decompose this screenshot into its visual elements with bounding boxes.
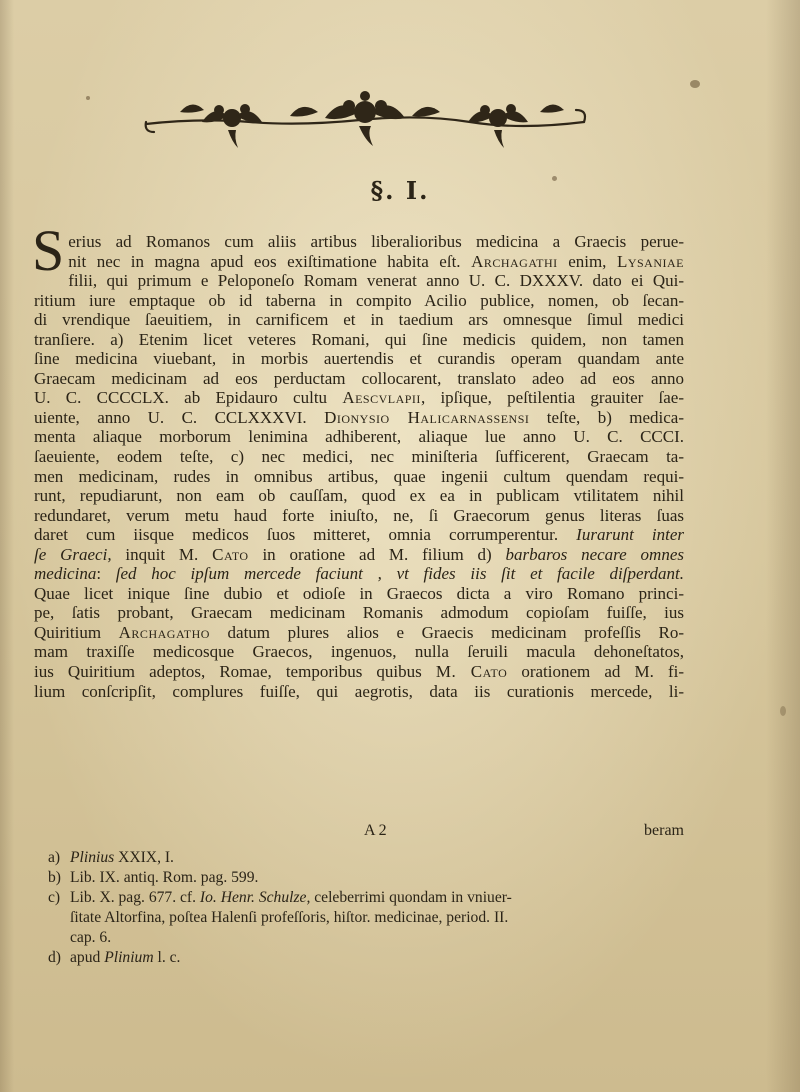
text-line-segment: menta aliaque morborum lenimina adhiberent, aliaque lue anno U. C. CCCI. [34,427,684,447]
text-line [34,642,684,662]
text-line-segment: uiente, anno U. C. CCLXXXVI. [34,407,325,427]
text-line-segment: daret cum iisque medicos ſuos mitteret, omnia corrumperentur. [34,525,577,545]
footnote-marker: a) [48,849,61,866]
footnote-segment: l. c. [153,949,181,966]
text-line-segment: Archagatho [118,622,210,642]
footnote-segment: Plinium [104,949,154,966]
text-line-segment: in oratione ad M. filium d) [248,544,506,564]
text-line-segment: U. C. CCCCLX. ab Epidauro cultu [34,388,343,408]
footnote-segment: ſitate Altorfina, poſtea Halenſi profeſſoris, hiſtor. medicinae, period. II. [70,909,509,926]
text-line [34,369,684,389]
text-line [34,623,684,643]
footnote-segment: Lib. IX. antiq. Rom. pag. 599. [70,869,259,886]
footnote-marker: b) [48,869,61,886]
text-line-segment: ius Quiritium adeptos, Romae, temporibus quibus [34,662,436,682]
catchword: beram [644,822,684,839]
text-line [34,603,684,623]
footnote-marker: c) [48,889,61,906]
text-line [34,310,684,330]
footnote [48,888,688,908]
text-line-segment: Dionysio Halicarnassensi [324,407,530,427]
text-line-segment: Graecam medicinam ad eos perductam collocarent, translato adeo ad eos anno [34,368,684,388]
text-line [34,388,684,408]
text-line-segment: barbaros necare omnes [505,544,684,564]
footnotes [48,848,688,968]
text-line [34,232,684,252]
text-line-segment: Aescvlapii [342,388,421,408]
text-line [34,682,684,702]
footnote [48,928,688,948]
footnote-segment: Io. Henr. Schulze, [199,889,311,906]
text-line-segment: Lysaniae [616,251,684,271]
text-line-segment: inquit M. [111,544,213,564]
text-line [34,506,684,526]
text-line-segment: Archagathi [471,251,558,271]
text-line-segment: enim, [557,251,617,271]
section-heading: §. I. [370,176,430,205]
text-line-segment: lium conſcripſit, complures fuiſſe, qui aegrotis, data iis curationis mercede, li- [34,681,684,701]
text-line-segment: erius ad Romanos cum aliis artibus liberalioribus medicina a Graecis perue- [68,232,684,251]
text-line-segment: ſaeuiente, eodem teſte, c) nec medici, nec miniſteria ſufficerent, Graecam ta- [34,447,684,467]
footnote [48,908,688,928]
text-line-segment: tranſiere. a) Etenim licet veteres Romani, qui ſine medicis quidem, non tamen [34,329,684,349]
drop-capital: S [32,218,65,283]
text-line-segment: pe, ſatis probant, Graecam medicinam Romanis admodum copioſam fuiſſe, ius [34,603,684,623]
page-edge-shadow [766,0,800,1092]
footnote-segment: Plinius [70,849,115,866]
text-line [34,252,684,272]
footnote-segment: celeberrimi quondam in vniuer- [310,889,512,906]
text-line [34,486,684,506]
text-line-segment: nit nec in magna apud eos exiſtimatione habita eſt. [68,251,472,271]
text-line-segment: medicina [34,564,97,584]
footnote-segment: Lib. X. pag. 677. cf. [70,889,200,906]
text-line [34,408,684,428]
footnote-segment: cap. 6. [70,929,112,946]
text-line-segment: orationem ad M. fi- [507,662,684,682]
text-line-segment: ritium iure emptaque ob id taberna in compito Acilio publice, nomen, ob ſecan- [34,290,684,310]
footnote [48,948,688,968]
signature-mark: A 2 [364,822,387,839]
text-line-segment: , ipſique, peſtilentia grauiter ſae- [420,388,685,408]
text-line-segment: men medicinam, rudes in omnibus artibus, quae ingenii cultum quendam requi- [34,466,684,486]
text-line [34,349,684,369]
text-line [34,467,684,487]
main-text [32,218,685,701]
footnote [48,848,688,868]
text-line-segment: redundaret, verum metu haud forte iniuſto, ne, ſi Graecorum genus literas ſuas [34,505,684,525]
text-line [34,545,684,565]
text-line-segment: filii, qui primum e Peloponeſo Romam venerat anno U. C. DXXXV. dato ei Qui- [68,271,684,291]
text-line-segment: Quiritium [34,622,119,642]
text-line-segment: mam traxiſſe medicosque Graecos, ingenuos, nulla ſeruili macula dehoneſtatos, [34,642,684,662]
floral-headpiece-ornament [140,88,590,148]
text-line-segment: ſine medicina viuebant, in morbis auertendis et curandis operam quandam ante [34,349,684,369]
text-line [34,525,684,545]
text-line-segment: runt, repudiarunt, non eam ob cauſſam, quod ex ea in publicam vtilitatem nihil [34,486,684,506]
signature-line [34,822,684,842]
footnote-segment: XXIX, I. [114,849,174,866]
text-line [34,662,684,682]
footnote-segment: apud [70,949,105,966]
text-line [34,447,684,467]
text-line-segment: ſe Graeci, [34,544,112,564]
foxing-spot [780,706,786,716]
text-line-segment: di vrendique ſaeuitiem, in carnificem et in taedium ars omnesque ſimul medici [34,310,684,330]
text-line-segment: M. Cato [435,662,508,682]
text-line-segment: ſed hoc ipſum mercede faciunt , vt fides iis ſit et facile diſperdant. [115,564,684,584]
foxing-spot [690,80,700,88]
gutter-shadow [0,0,14,1092]
text-line [34,427,684,447]
text-line-segment: Cato [212,544,249,564]
text-line-segment: : [96,564,116,584]
text-line-segment: teſte, b) medica- [529,407,685,427]
text-line [34,271,684,291]
text-line-segment: Quae licet inique ſine dubio et odioſe in Graecos dicta a viro Romano princi- [34,583,684,603]
foxing-spot [86,96,90,100]
text-line-segment: datum plures alios e Graecis medicinam profeſſis Ro- [209,622,684,642]
text-line [34,584,684,604]
footnote [48,868,688,888]
footnote-marker: d) [48,949,61,966]
text-line [34,564,684,584]
text-line [34,291,684,311]
text-line [34,330,684,350]
text-line-segment: Iurarunt inter [576,525,684,545]
